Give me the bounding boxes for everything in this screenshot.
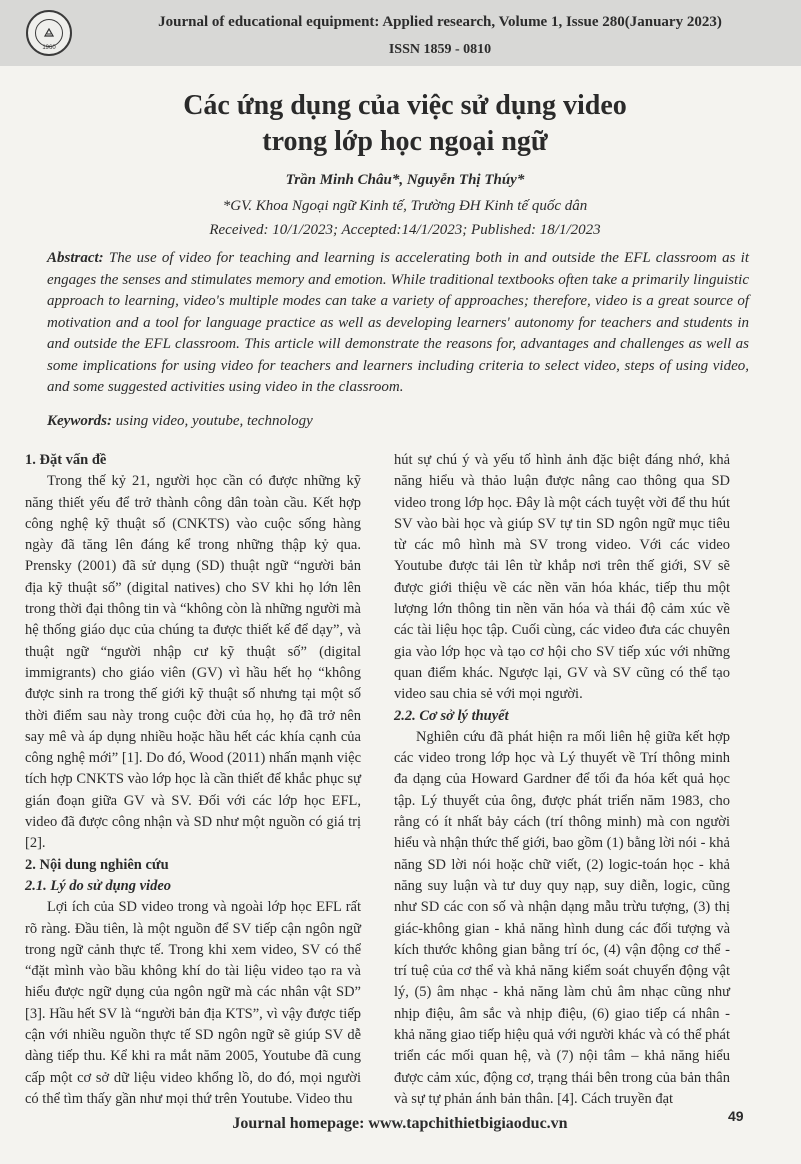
right-column (394, 450, 730, 1110)
affiliation: *GV. Khoa Ngoại ngữ Kinh tế, Trường ĐH Kinh tế quốc dân (222, 198, 588, 214)
logo-emblem-icon (44, 28, 54, 38)
section-2-1-heading: 2.1. Lý do sử dụng video (25, 877, 172, 894)
section-2-2-heading: 2.2. Cơ sở lý thuyết (394, 707, 509, 724)
journal-logo (26, 10, 72, 56)
keywords-text: using video, youtube, technology (115, 413, 313, 429)
journal-homepage: Journal homepage: www.tapchithietbigiaoduc.vn (232, 1115, 568, 1132)
keywords-label: Keywords: (47, 413, 112, 429)
issn: ISSN 1859 - 0810 (388, 42, 492, 57)
keywords (47, 413, 749, 430)
logo-ring (35, 19, 63, 47)
journal-citation: Journal of educational equipment: Applied research, Volume 1, Issue 280(January 2023) (158, 14, 722, 30)
logo-year: 1960 (42, 45, 56, 51)
authors: Trần Minh Châu*, Nguyễn Thị Thúy* (285, 172, 525, 188)
section-2-heading: 2. Nội dung nghiên cứu (25, 856, 169, 873)
left-column (25, 450, 361, 1110)
section-2-2-paragraph: Nghiên cứu đã phát hiện ra mối liên hệ giữa kết hợp các video trong lớp học và Lý thuyết về Trí thông minh đa dạng của Howard Gardner để tối đa hóa kết quả học tập. Lý thuyết của ông, được phát triển năm 1983, cho rằng có ít nhất bảy cách (trí thông minh) mà con người hiểu và nhận thức thế giới, bao gồm (1) bằng lời nói - khả năng SD lời nói hoặc chữ viết, (2) logic-toán học - khả năng suy luận và tư duy quy nạp, suy diễn, logic, cũng như SD các con số và nhận dạng mẫu trừu tượng, (3) thị giác-không gian - khả năng hình dung các đối tượng và kích thước không gian bằng trí óc, (4) vận động cơ thể - trí tuệ của cơ thể và khả năng kiểm soát chuyển động vật lý, (5) âm nhạc - khả năng làm chủ âm nhạc cũng như nhịp điệu, âm sắc và nhịp điệu, (6) giao tiếp cá nhân - khả năng giao tiếp hiệu quả với người khác và có thể phát triển các mối quan hệ, và (7) nội tâm – khả năng hiểu được cảm xúc, động cơ, trạng thái bên trong của bản thân và sự tự phản ánh bản thân. [4]. Cách truyền đạt (394, 728, 730, 1107)
section-1-paragraph: Trong thế kỷ 21, người học cần có được những kỹ năng thiết yếu để trở thành công dân toàn cầu. Kết hợp công nghệ kỹ thuật số (CNKTS) vào cuộc sống hàng ngày đã tăng lên đáng kể trong những thập kỷ qua. Prensky (2001) đã sử dụng (SD) thuật ngữ “người bản địa kỹ thuật số” (digital natives) cho SV khi họ lớn lên trong thời đại thông tin và “không còn là những người mà hệ thống giáo dục của chúng ta được thiết kế để dạy”, và thuật ngữ “người nhập cư kỹ thuật số” (digital immigrants) cho giáo viên (GV) vì hầu hết họ “không được sinh ra trong thế giới kỹ thuật số nhưng tại một số thời điểm sau này trong cuộc đời của họ, họ đã trở nên say mê và áp dụng nhiều hoặc hầu hết các khía cạnh của công nghệ mới” [1]. Do đó, Wood (2011) nhấn mạnh việc tích hợp CNKTS vào lớp học là cần thiết để khắc phục sự gián đoạn giữa GV và SV. Đối với các lớp học EFL, video đã được công nhận và SD như một nguồn có giá trị [2]. (25, 473, 361, 852)
abstract-text: The use of video for teaching and learning is accelerating both in and outside the EFL classroom as it engages the senses and stimulates memory and emotion. While traditional textbooks often take a primarily linguistic approach to learning, video's multiple modes can take a variety of approaches; therefore, video is a great source of motivation and a tool for language practice as well as developing learners' autonomy for teachers and students in and outside the EFL classroom. This article will demonstrate the reasons for, advantages and challenges as well as some implications for using video for teachers and learners including criteria to select video, steps of using video, and some suggested activities using video in the classroom. (47, 250, 750, 395)
abstract-label: Abstract: (47, 250, 104, 266)
title-line-2: trong lớp học ngoại ngữ (262, 126, 548, 157)
section-2-1-paragraph: Lợi ích của SD video trong và ngoài lớp học EFL rất rõ ràng. Đầu tiên, là một nguồn để SV tiếp cận ngôn ngữ trong ngữ cảnh thực tế. Trong khi xem video, SV có thể “đặt mình vào bầu không khí do tài liệu video tạo ra và hiểu được ngữ dụng của ngôn ngữ mà các nhân vật SD” [3]. Hầu hết SV là “người bản địa KTS”, vì vậy được tiếp cận với nhiều nguồn thực tế SD ngôn ngữ sẽ giúp SV dễ dàng tiếp thu. Kể khi ra mắt năm 2005, Youtube đã cung cấp một cơ sở dữ liệu video khổng lồ, do đó, mọi người có thể tìm thấy gần như mọi thứ trên Youtube. Video thu (25, 899, 361, 1107)
publication-dates: Received: 10/1/2023; Accepted:14/1/2023; Published: 18/1/2023 (209, 222, 601, 238)
title-line-1: Các ứng dụng của việc sử dụng video (183, 90, 627, 121)
abstract (47, 248, 749, 399)
article-title (60, 88, 750, 160)
page-number: 49 (728, 1108, 744, 1124)
section-2-1-paragraph-continued: hút sự chú ý và yếu tố hình ảnh đặc biệt đáng nhớ, khả năng hiểu và thảo luận được nâng cao thông qua SD video trong lớp học. Đây là một cách tuyệt vời để thu hút SV vào bài học và giúp SV tự tin SD ngôn ngữ mục tiêu từ các mô hình mà SV trong video. Với các video Youtube được tải lên từ khắp nơi trên thế giới, SV sẽ được giới thiệu về các nền văn hóa khác, tiếp thu một lượng lớn thông tin nền văn hóa và thái độ cảm xúc về các tài liệu học tập. Cuối cùng, các video đưa các chuyên gia vào lớp học và tạo cơ hội cho SV tiếp xúc với những quan điểm khác. Ngược lại, GV và SV cũng có thể tạo video sau chia sẻ với mọi người. (394, 452, 730, 703)
section-1-heading: 1. Đặt vấn đề (25, 452, 107, 468)
